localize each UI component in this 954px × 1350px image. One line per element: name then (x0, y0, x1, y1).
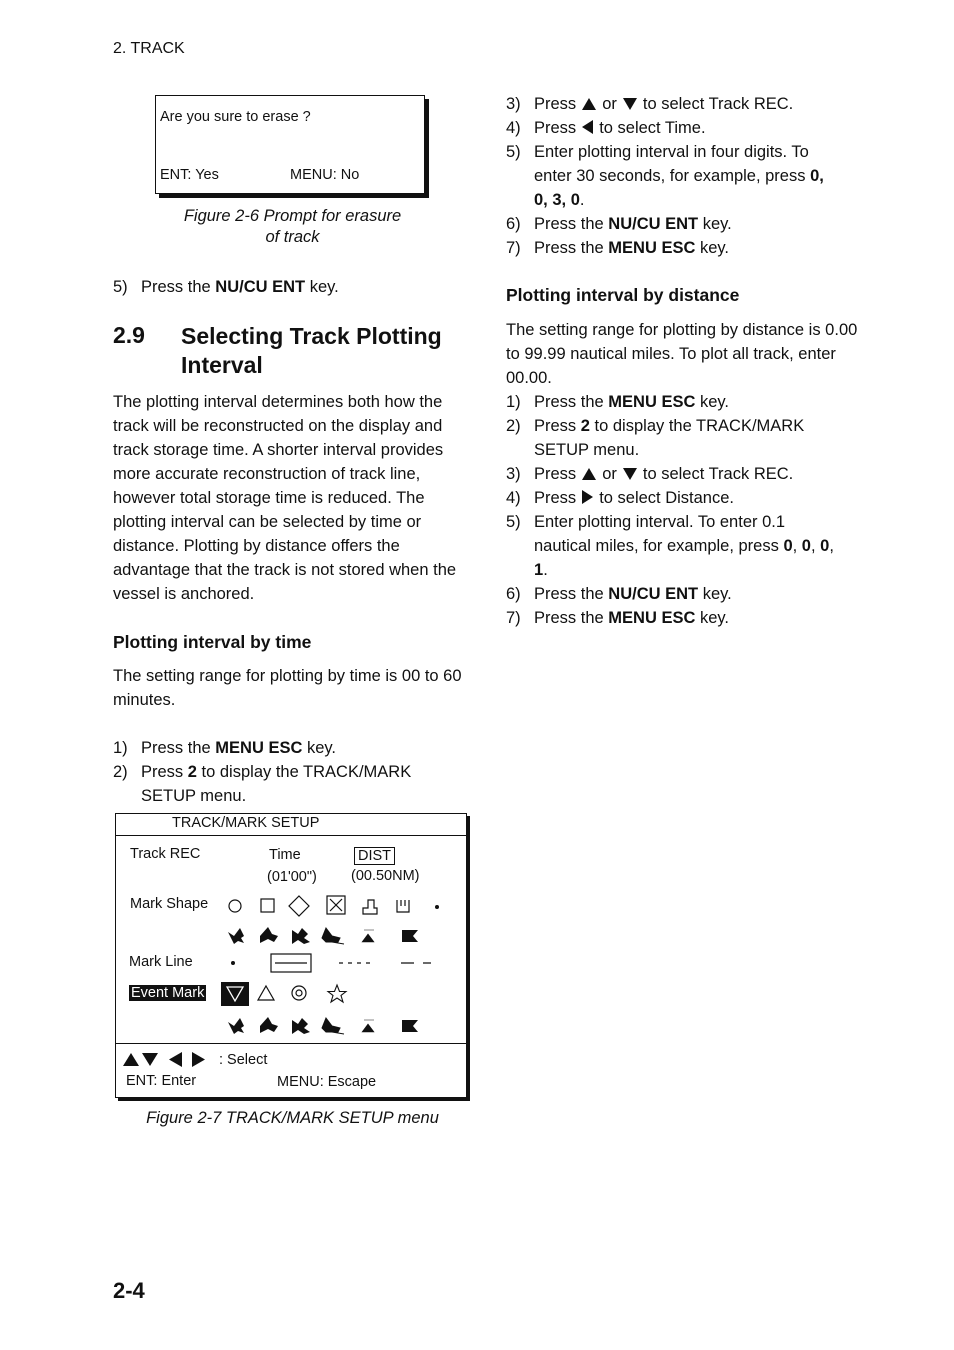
dist-value: (00.50NM) (351, 868, 420, 884)
step-item (113, 760, 463, 808)
step-item (506, 92, 856, 116)
flag-mark-icon (397, 900, 409, 912)
figure-2-7-caption: Figure 2-7 TRACK/MARK SETUP menu (146, 1109, 439, 1127)
flag-filled-icon (402, 1020, 418, 1032)
fish-icon-5 (362, 1020, 374, 1032)
caption-line: of track (265, 228, 320, 246)
intro-paragraph: The plotting interval determines both how the track will be reconstructed on the display and track storage time. A shorter interval provides more accurate reconstruction of track line, however total storage time is reduced. The plotting interval can be selected by time or distance. Plotting by distance offers the advantage that the track is not stored when the vessel is anchored. (113, 393, 457, 603)
diamond-mark-icon (289, 896, 309, 916)
step-item (506, 510, 856, 582)
step-number: 6) (506, 585, 521, 603)
square-mark-icon (261, 899, 274, 912)
time-option[interactable]: Time (269, 847, 301, 863)
step-item (506, 606, 856, 630)
step-text: Enter plotting interval. To enter 0.1 nautical miles, for example, press 0, 0, 0, 1. (534, 513, 834, 579)
escape-hint: MENU: Escape (277, 1074, 377, 1090)
step-text: Press to select Time. (534, 119, 706, 137)
double-circle-icon (292, 986, 306, 1000)
dot-line-icon (231, 961, 235, 965)
arrow-keys-icon (123, 1052, 215, 1068)
solid-line-option-icon (271, 954, 311, 972)
step-text: Press the NU/CU ENT key. (534, 215, 732, 233)
arrow-down-icon (623, 468, 637, 480)
mark-line-label: Mark Line (129, 954, 193, 970)
step-number: 5) (506, 143, 521, 161)
fish-icon-2 (260, 927, 278, 943)
caption-line: Figure 2-6 Prompt for erasure (183, 207, 402, 225)
circle-mark-icon (229, 900, 241, 912)
fish-icon-4 (322, 928, 344, 944)
prompt-no: MENU: No (290, 167, 360, 183)
arrow-down-icon (142, 1053, 158, 1066)
step-number: 2) (113, 763, 128, 781)
track-rec-label: Track REC (130, 846, 201, 862)
page-number: 2-4 (113, 1278, 145, 1303)
step-text: Press the NU/CU ENT key. (141, 278, 339, 296)
dot-mark-icon (435, 905, 439, 909)
arrow-left-icon (169, 1052, 182, 1067)
step-item (506, 116, 856, 140)
mark-shape-label: Mark Shape (130, 896, 209, 912)
step-item (506, 582, 856, 606)
section-title: Selecting Track Plotting Interval (181, 323, 442, 378)
step-text: Press or to select Track REC. (534, 465, 794, 483)
track-mark-setup-menu (115, 813, 467, 1098)
mark-line-row (226, 952, 441, 976)
step-number: 7) (506, 239, 521, 257)
prompt-question: Are you sure to erase ? (160, 109, 311, 125)
dist-option[interactable]: DIST (354, 847, 395, 865)
time-paragraph: The setting range for plotting by time is 00 to 60 minutes. (113, 667, 462, 709)
crossed-box-mark-icon (327, 896, 345, 914)
arrow-up-icon (582, 468, 596, 480)
step-item (506, 140, 856, 212)
time-heading: Plotting interval by time (113, 632, 312, 652)
step-item (506, 236, 856, 260)
menu-title: TRACK/MARK SETUP (172, 815, 320, 831)
step-number: 5) (113, 278, 128, 296)
step-number: 4) (506, 119, 521, 137)
step-text: Press the MENU ESC key. (534, 393, 730, 411)
menu-footer (116, 1043, 466, 1090)
distance-heading: Plotting interval by distance (506, 285, 740, 305)
mark-shape-row-1 (221, 894, 456, 924)
select-hint: : Select (219, 1052, 268, 1068)
step-item (506, 462, 856, 486)
fish-icon-1 (228, 928, 244, 944)
step-text: Press the MENU ESC key. (141, 739, 337, 757)
step-item (506, 212, 856, 236)
step-text: Press to select Distance. (534, 489, 734, 507)
step-number: 5) (506, 513, 521, 531)
erase-prompt-box (155, 95, 425, 194)
arrow-up-icon (123, 1053, 139, 1066)
step-item (113, 275, 463, 299)
fish-mark-row-2 (226, 1014, 426, 1038)
step-text: Press the NU/CU ENT key. (534, 585, 732, 603)
fish-mark-row-1 (226, 924, 426, 948)
step-text: Press 2 to display the TRACK/MARK SETUP menu. (141, 763, 412, 805)
step-number: 1) (113, 739, 128, 757)
step-text: Press the MENU ESC key. (534, 609, 730, 627)
step-number: 2) (506, 417, 521, 435)
step-number: 4) (506, 489, 521, 507)
step-number: 6) (506, 215, 521, 233)
step-number: 7) (506, 609, 521, 627)
step-text: Enter plotting interval in four digits. To enter 30 seconds, for example, press 0, 0, 3, 0. (534, 143, 824, 209)
step-item (506, 390, 856, 414)
flag-filled-icon (402, 930, 418, 942)
fish-icon-1 (228, 1018, 244, 1034)
distance-paragraph: The setting range for plotting by distance is 0.00 to 99.99 nautical miles. To plot all track, enter 00.00. (506, 321, 858, 387)
event-mark-label[interactable]: Event Mark (131, 985, 205, 1001)
star-icon (328, 985, 346, 1002)
step-number: 3) (506, 465, 521, 483)
triangle-icon (258, 986, 274, 1000)
step-number: 3) (506, 95, 521, 113)
inverted-triangle-selected-icon (221, 982, 249, 1006)
section-number: 2.9 (113, 322, 145, 348)
running-header: 2. TRACK (113, 40, 185, 57)
arrow-down-icon (623, 98, 637, 110)
arrow-right-icon (582, 490, 593, 504)
fish-icon-2 (260, 1017, 278, 1033)
figure-2-6-caption (155, 206, 430, 248)
arrow-up-icon (582, 98, 596, 110)
menu-title-bar (116, 814, 466, 836)
step-item (113, 736, 463, 760)
buoy-mark-icon (363, 900, 377, 914)
arrow-right-icon (192, 1052, 205, 1067)
step-number: 1) (506, 393, 521, 411)
prompt-yes: ENT: Yes (160, 167, 219, 183)
fish-icon-3 (292, 1018, 310, 1034)
fish-icon-5 (362, 930, 374, 942)
step-text: Press the MENU ESC key. (534, 239, 730, 257)
fish-icon-4 (322, 1018, 344, 1034)
step-text: Press or to select Track REC. (534, 95, 794, 113)
step-text: Press 2 to display the TRACK/MARK SETUP menu. (534, 417, 805, 459)
event-mark-row (221, 982, 361, 1008)
time-value: (01'00") (267, 869, 317, 885)
enter-hint: ENT: Enter (126, 1073, 197, 1089)
step-item (506, 414, 856, 462)
fish-icon-3 (292, 928, 310, 944)
step-item (506, 486, 856, 510)
arrow-left-icon (582, 120, 593, 134)
